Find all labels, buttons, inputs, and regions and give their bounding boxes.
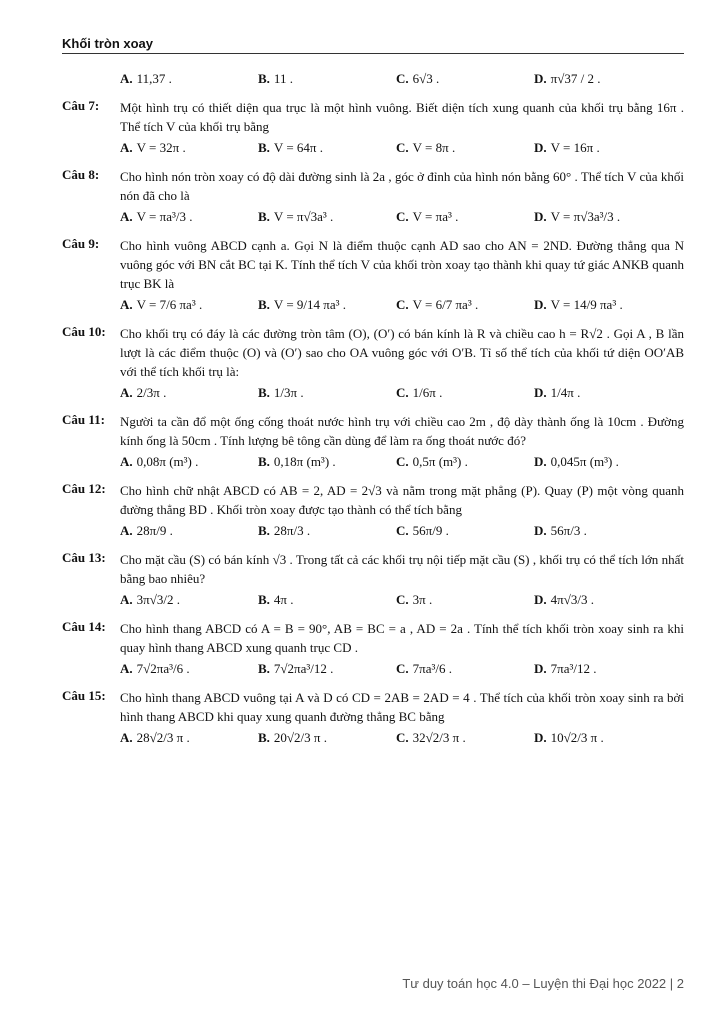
question-text: Người ta cần đổ một ống cống thoát nước hình trụ với chiều cao 2m , độ dày thành ống là 10cm . Đường kính ống là 50cm . Tính lượng bê tông cần dùng để làm ra ống thoát nước đó? xyxy=(120,414,684,448)
question-label: Câu 14: xyxy=(62,619,106,634)
question xyxy=(62,550,684,610)
question-label: Câu 12: xyxy=(62,481,106,496)
question-label: Câu 11: xyxy=(62,412,105,427)
option-b: B. V = 64π . xyxy=(258,140,323,155)
option-b: B. 28π/3 . xyxy=(258,523,311,538)
option-a: A. 2/3π . xyxy=(120,385,167,400)
question-text: Cho hình vuông ABCD cạnh a. Gọi N là điểm thuộc cạnh AD sao cho AN = 2ND. Đường thẳng qua N vuông góc với BN cắt BC tại K. Tính thể tích V của khối tròn xoay tạo thành khi quay tứ giác ANKB quanh trục BK là xyxy=(120,238,684,291)
question-text: Một hình trụ có thiết diện qua trục là một hình vuông. Biết diện tích xung quanh của khối trụ bằng 16π . Thể tích V của khối trụ bằng xyxy=(120,100,684,134)
option-c: C. 56π/9 . xyxy=(396,523,449,538)
option-d: D. 56π/3 . xyxy=(534,523,587,538)
question-label: Câu 15: xyxy=(62,688,106,703)
option-a: A. 7√2πa³/6 . xyxy=(120,661,190,676)
question xyxy=(62,236,684,315)
option-b: B. V = 9/14 πa³ . xyxy=(258,297,346,312)
option-c: C. 32√2/3 π . xyxy=(396,730,466,745)
question-text: Cho mặt cầu (S) có bán kính √3 . Trong tất cả các khối trụ nội tiếp mặt cầu (S) , khối trụ có thể tích lớn nhất bằng bao nhiêu? xyxy=(120,552,684,586)
option-a: A. V = 32π . xyxy=(120,140,186,155)
option-a: A. 28π/9 . xyxy=(120,523,173,538)
option-a: A. 11,37 . xyxy=(120,71,172,86)
option-a: A. V = 7/6 πa³ . xyxy=(120,297,203,312)
question-text: Cho khối trụ có đáy là các đường tròn tâm (O), (O′) có bán kính là R và chiều cao h = R√2 . Gọi A , B lần lượt là các điểm thuộc (O) và (O′) sao cho OA vuông góc với O′B. Tỉ số thể tích của khối tứ diện OO′AB với thể tích khối trụ là: xyxy=(120,326,684,379)
option-c: C. 1/6π . xyxy=(396,385,443,400)
option-c: C. V = 8π . xyxy=(396,140,456,155)
option-b: B. 1/3π . xyxy=(258,385,304,400)
option-b: B. 0,18π (m³) . xyxy=(258,454,336,469)
option-c: C. 7πa³/6 . xyxy=(396,661,452,676)
option-d: D. 0,045π (m³) . xyxy=(534,454,619,469)
option-b: B. 4π . xyxy=(258,592,294,607)
question-text: Cho hình chữ nhật ABCD có AB = 2, AD = 2√3 và nằm trong mặt phẳng (P). Quay (P) một vòng quanh đường thẳng BD . Khối tròn xoay được tạo thành có thể tích bằng xyxy=(120,483,684,517)
option-b: B. 11 . xyxy=(258,71,293,86)
question-label: Câu 9: xyxy=(62,236,100,251)
question-text: Cho hình thang ABCD vuông tại A và D có CD = 2AB = 2AD = 4 . Thể tích của khối tròn xoay sinh ra bởi hình thang ABCD khi quay xung quanh đường thẳng BC bằng xyxy=(120,690,684,724)
option-d: D. V = π√3a³/3 . xyxy=(534,209,621,224)
option-d: D. π√37 / 2 . xyxy=(534,71,601,86)
question xyxy=(62,324,684,403)
question xyxy=(62,688,684,748)
question-label: Câu 13: xyxy=(62,550,106,565)
question xyxy=(62,481,684,541)
question-text: Cho hình thang ABCD có A = B = 90°, AB = BC = a , AD = 2a . Tính thể tích khối tròn xoay sinh ra khi quay hình thang ABCD xung quanh trục CD . xyxy=(120,621,684,655)
question xyxy=(62,412,684,472)
option-d: D. 4π√3/3 . xyxy=(534,592,594,607)
option-d: D. V = 16π . xyxy=(534,140,600,155)
question-label: Câu 10: xyxy=(62,324,106,339)
page-header: Khối tròn xoay xyxy=(62,36,684,54)
question-label: Câu 7: xyxy=(62,98,100,113)
question-list xyxy=(62,66,684,757)
page-footer: Tư duy toán học 4.0 – Luyện thi Đại học 2022 | 2 xyxy=(402,976,684,991)
question xyxy=(62,98,684,158)
option-d: D. 10√2/3 π . xyxy=(534,730,604,745)
option-b: B. 20√2/3 π . xyxy=(258,730,327,745)
question-label: Câu 8: xyxy=(62,167,100,182)
question-text: Cho hình nón tròn xoay có độ dài đường sinh là 2a , góc ở đỉnh của hình nón bằng 60° . Thể tích V của khối nón đã cho là xyxy=(120,169,684,203)
option-c: C. 0,5π (m³) . xyxy=(396,454,468,469)
option-c: C. 6√3 . xyxy=(396,71,440,86)
question xyxy=(62,167,684,227)
option-a: A. V = πa³/3 . xyxy=(120,209,193,224)
question xyxy=(62,619,684,679)
option-c: C. V = 6/7 πa³ . xyxy=(396,297,479,312)
option-d: D. 7πa³/12 . xyxy=(534,661,597,676)
option-c: C. 3π . xyxy=(396,592,433,607)
option-a: A. 0,08π (m³) . xyxy=(120,454,199,469)
option-a: A. 3π√3/2 . xyxy=(120,592,180,607)
option-b: B. 7√2πa³/12 . xyxy=(258,661,334,676)
option-b: B. V = π√3a³ . xyxy=(258,209,334,224)
option-d: D. V = 14/9 πa³ . xyxy=(534,297,623,312)
previous-options xyxy=(120,66,684,92)
option-a: A. 28√2/3 π . xyxy=(120,730,190,745)
option-c: C. V = πa³ . xyxy=(396,209,459,224)
option-d: D. 1/4π . xyxy=(534,385,581,400)
